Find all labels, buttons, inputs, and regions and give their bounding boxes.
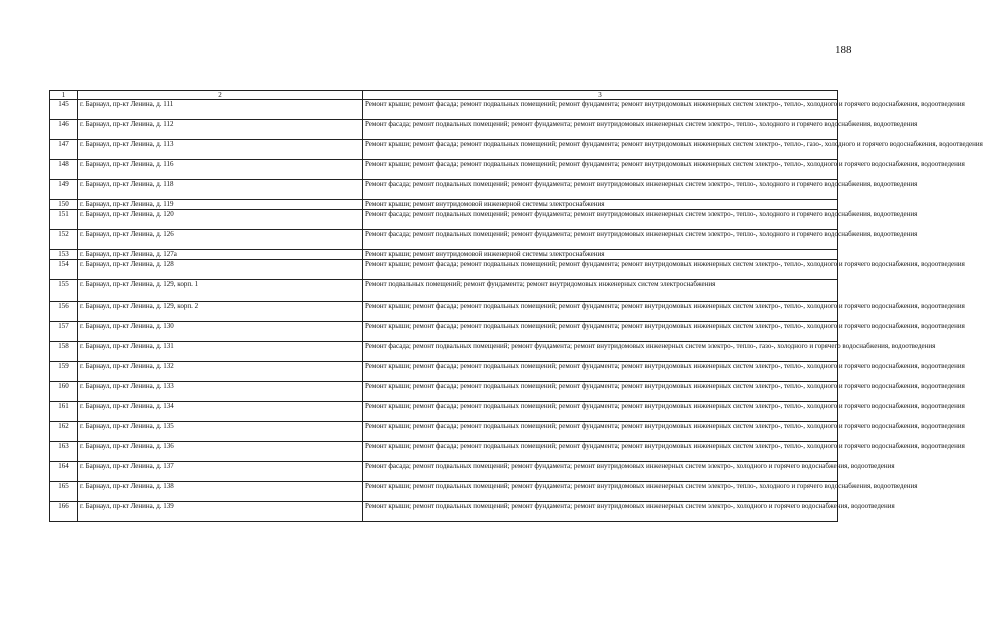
row-number-cell: 156 [50,302,78,322]
row-number-cell: 147 [50,140,78,160]
address-cell: г. Барнаул, пр-кт Ленина, д. 127а [78,250,363,260]
row-number-cell: 160 [50,382,78,402]
column-header-number: 1 [50,91,78,100]
table-row [50,342,838,362]
works-cell: Ремонт крыши; ремонт фасада; ремонт подвальных помещений; ремонт фундамента; ремонт внутридомовых инженерных систем электро-, тепло-, холодного и горячего водоснабжения, водоотведения [363,160,838,180]
address-cell: г. Барнаул, пр-кт Ленина, д. 111 [78,100,363,120]
address-cell: г. Барнаул, пр-кт Ленина, д. 133 [78,382,363,402]
address-cell: г. Барнаул, пр-кт Ленина, д. 132 [78,362,363,382]
works-cell: Ремонт крыши; ремонт фасада; ремонт подвальных помещений; ремонт фундамента; ремонт внутридомовых инженерных систем электро-, тепло-, холодного и горячего водоснабжения, водоотведения [363,382,838,402]
works-cell: Ремонт подвальных помещений; ремонт фундамента; ремонт внутридомовых инженерных систем электроснабжения [363,280,838,302]
table-row [50,230,838,250]
address-cell: г. Барнаул, пр-кт Ленина, д. 136 [78,442,363,462]
table-row [50,120,838,140]
row-number-cell: 145 [50,100,78,120]
table-row [50,362,838,382]
works-cell: Ремонт крыши; ремонт фасада; ремонт подвальных помещений; ремонт фундамента; ремонт внутридомовых инженерных систем электро-, тепло-, холодного и горячего водоснабжения, водоотведения [363,402,838,422]
row-number-cell: 166 [50,502,78,522]
table-row [50,462,838,482]
row-number-cell: 162 [50,422,78,442]
address-cell: г. Барнаул, пр-кт Ленина, д. 139 [78,502,363,522]
row-number-cell: 152 [50,230,78,250]
address-cell: г. Барнаул, пр-кт Ленина, д. 128 [78,260,363,280]
table-row [50,260,838,280]
works-cell: Ремонт крыши; ремонт фасада; ремонт подвальных помещений; ремонт фундамента; ремонт внутридомовых инженерных систем электро-, тепло-, холодного и горячего водоснабжения, водоотведения [363,362,838,382]
address-cell: г. Барнаул, пр-кт Ленина, д. 131 [78,342,363,362]
works-cell: Ремонт крыши; ремонт фасада; ремонт подвальных помещений; ремонт фундамента; ремонт внутридомовых инженерных систем электро-, тепло-, холодного и горячего водоснабжения, водоотведения [363,302,838,322]
table-row [50,422,838,442]
table-row [50,382,838,402]
registry-table [49,90,983,522]
works-cell: Ремонт фасада; ремонт подвальных помещений; ремонт фундамента; ремонт внутридомовых инженерных систем электро-, холодного и горячего водоснабжения, водоотведения [363,462,838,482]
row-number-cell: 149 [50,180,78,200]
works-cell: Ремонт крыши; ремонт подвальных помещений; ремонт фундамента; ремонт внутридомовых инженерных систем электро-, тепло-, холодного и горячего водоснабжения, водоотведения [363,482,838,502]
row-number-cell: 159 [50,362,78,382]
works-cell: Ремонт крыши; ремонт фасада; ремонт подвальных помещений; ремонт фундамента; ремонт внутридомовых инженерных систем электро-, тепло-, холодного и горячего водоснабжения, водоотведения [363,260,838,280]
row-number-cell: 164 [50,462,78,482]
works-cell: Ремонт фасада; ремонт подвальных помещений; ремонт фундамента; ремонт внутридомовых инженерных систем электро-, тепло-, холодного и горячего водоснабжения, водоотведения [363,120,838,140]
table-row [50,322,838,342]
address-cell: г. Барнаул, пр-кт Ленина, д. 126 [78,230,363,250]
address-cell: г. Барнаул, пр-кт Ленина, д. 113 [78,140,363,160]
address-cell: г. Барнаул, пр-кт Ленина, д. 112 [78,120,363,140]
table-row [50,210,838,230]
table-row [50,180,838,200]
works-cell: Ремонт крыши; ремонт фасада; ремонт подвальных помещений; ремонт фундамента; ремонт внутридомовых инженерных систем электро-, тепло-, холодного и горячего водоснабжения, водоотведения [363,100,838,120]
row-number-cell: 165 [50,482,78,502]
row-number-cell: 150 [50,200,78,210]
table-header-row [50,91,838,100]
works-cell: Ремонт крыши; ремонт фасада; ремонт подвальных помещений; ремонт фундамента; ремонт внутридомовых инженерных систем электро-, тепло-, газо-, холодного и горячего водоснабжения, водоотведения [363,140,838,160]
address-cell: г. Барнаул, пр-кт Ленина, д. 138 [78,482,363,502]
row-number-cell: 154 [50,260,78,280]
works-cell: Ремонт крыши; ремонт фасада; ремонт подвальных помещений; ремонт фундамента; ремонт внутридомовых инженерных систем электро-, тепло-, холодного и горячего водоснабжения, водоотведения [363,322,838,342]
table-row [50,482,838,502]
works-cell: Ремонт крыши; ремонт подвальных помещений; ремонт фундамента; ремонт внутридомовых инженерных систем электро-, холодного и горячего водоснабжения, водоотведения [363,502,838,522]
address-cell: г. Барнаул, пр-кт Ленина, д. 134 [78,402,363,422]
column-header-address: 2 [78,91,363,100]
table-row [50,200,838,210]
row-number-cell: 157 [50,322,78,342]
works-cell: Ремонт крыши; ремонт фасада; ремонт подвальных помещений; ремонт фундамента; ремонт внутридомовых инженерных систем электро-, тепло-, холодного и горячего водоснабжения, водоотведения [363,422,838,442]
table-row [50,302,838,322]
works-cell: Ремонт крыши; ремонт фасада; ремонт подвальных помещений; ремонт фундамента; ремонт внутридомовых инженерных систем электро-, тепло-, холодного и горячего водоснабжения, водоотведения [363,442,838,462]
address-cell: г. Барнаул, пр-кт Ленина, д. 119 [78,200,363,210]
works-cell: Ремонт крыши; ремонт внутридомовой инженерной системы электроснабжения [363,250,838,260]
address-cell: г. Барнаул, пр-кт Ленина, д. 129, корп. 1 [78,280,363,302]
works-cell: Ремонт фасада; ремонт подвальных помещений; ремонт фундамента; ремонт внутридомовых инженерных систем электро-, тепло-, газо-, холодного и горячего водоснабжения, водоотведения [363,342,838,362]
page-number: 188 [835,44,852,56]
row-number-cell: 146 [50,120,78,140]
row-number-cell: 153 [50,250,78,260]
address-cell: г. Барнаул, пр-кт Ленина, д. 137 [78,462,363,482]
row-number-cell: 163 [50,442,78,462]
table-row [50,442,838,462]
row-number-cell: 158 [50,342,78,362]
table-row [50,502,838,522]
row-number-cell: 148 [50,160,78,180]
table-row [50,250,838,260]
works-cell: Ремонт крыши; ремонт внутридомовой инженерной системы электроснабжения [363,200,838,210]
address-cell: г. Барнаул, пр-кт Ленина, д. 129, корп. 2 [78,302,363,322]
table-row [50,160,838,180]
table-row [50,100,838,120]
works-cell: Ремонт фасада; ремонт подвальных помещений; ремонт фундамента; ремонт внутридомовых инженерных систем электро-, тепло-, холодного и горячего водоснабжения, водоотведения [363,180,838,200]
registry-table-body [50,91,983,522]
address-cell: г. Барнаул, пр-кт Ленина, д. 118 [78,180,363,200]
table-row [50,140,838,160]
column-header-works: 3 [363,91,838,100]
address-cell: г. Барнаул, пр-кт Ленина, д. 120 [78,210,363,230]
table-row [50,280,838,302]
address-cell: г. Барнаул, пр-кт Ленина, д. 135 [78,422,363,442]
row-number-cell: 151 [50,210,78,230]
works-cell: Ремонт фасада; ремонт подвальных помещений; ремонт фундамента; ремонт внутридомовых инженерных систем электро-, тепло-, холодного и горячего водоснабжения, водоотведения [363,210,838,230]
address-cell: г. Барнаул, пр-кт Ленина, д. 116 [78,160,363,180]
table-row [50,402,838,422]
address-cell: г. Барнаул, пр-кт Ленина, д. 130 [78,322,363,342]
row-number-cell: 155 [50,280,78,302]
row-number-cell: 161 [50,402,78,422]
works-cell: Ремонт фасада; ремонт подвальных помещений; ремонт фундамента; ремонт внутридомовых инженерных систем электро-, тепло-, холодного и горячего водоснабжения, водоотведения [363,230,838,250]
